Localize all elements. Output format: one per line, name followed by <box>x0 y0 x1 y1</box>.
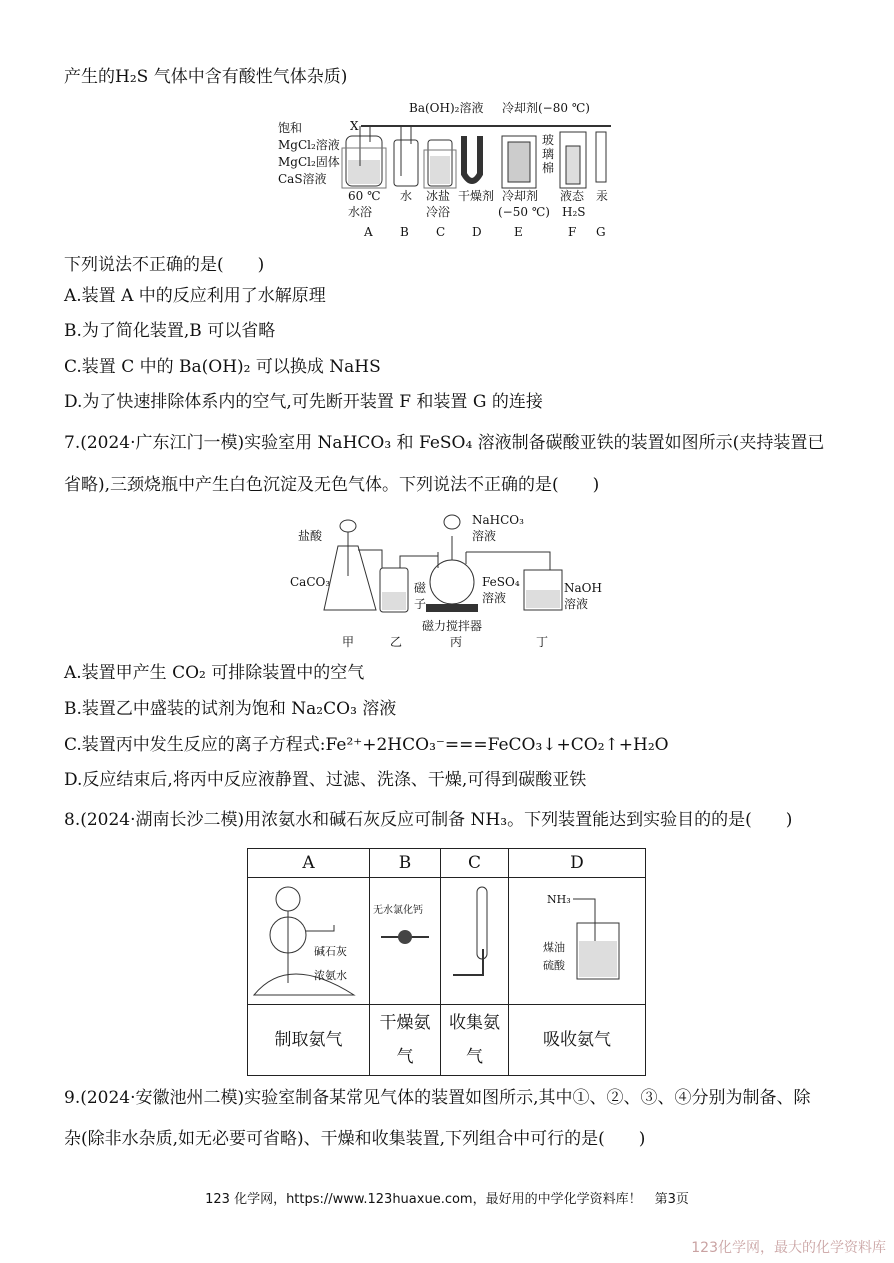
q6-stem: 下列说法不正确的是( ) <box>64 255 265 275</box>
letter-e: E <box>514 225 523 239</box>
q7-option-d: D.反应结束后,将丙中反应液静置、过滤、洗涤、干燥,可得到碳酸亚铁 <box>64 770 587 790</box>
label-coolant: 冷却剂 <box>502 189 539 203</box>
inverted-tube-illustration <box>443 879 507 999</box>
page-footer: 123 化学网，https://www.123huaxue.com，最好用的中学化学资料库！ 第3页 <box>205 1192 689 1207</box>
label-ice-salt: 冰盐 <box>426 189 451 203</box>
label-baoh2: Ba(OH)₂溶液 <box>409 101 484 115</box>
label-sulfuric-acid: 硫酸 <box>543 958 565 972</box>
label-glass-2: 璃 <box>542 147 555 161</box>
label-coolant-top: 冷却剂(−80 ℃) <box>502 101 590 115</box>
purpose-c: 收集氨 气 <box>441 1005 509 1076</box>
cell-b-image <box>370 878 441 1005</box>
q7-option-c: C.装置丙中发生反应的离子方程式:Fe²⁺+2HCO₃⁻===FeCO₃↓+CO₂↑+H₂O <box>64 735 669 755</box>
label-mercury: 汞 <box>596 189 609 203</box>
label-feso4: FeSO₄ <box>482 575 520 589</box>
h2s-apparatus-figure <box>276 96 626 242</box>
label-nahco3: NaHCO₃ <box>472 513 524 527</box>
label-60c: 60 ℃ <box>348 189 381 203</box>
purpose-a: 制取氨气 <box>248 1005 370 1076</box>
label-glass-1: 玻 <box>542 133 555 147</box>
q6-option-b: B.为了简化装置,B 可以省略 <box>64 321 276 341</box>
label-caco3: CaCO₃ <box>290 575 331 589</box>
label-liquid: 液态 <box>560 189 585 203</box>
label-hcl: 盐酸 <box>298 529 323 543</box>
label-cas-solution: CaS溶液 <box>278 172 327 186</box>
label-bing: 丙 <box>450 635 463 649</box>
label-yi: 乙 <box>390 635 403 649</box>
label-nh3: NH₃ <box>547 892 571 906</box>
intro-line: 产生的H₂S 气体中含有酸性气体杂质) <box>64 67 348 87</box>
label-ding: 丁 <box>536 635 549 649</box>
letter-g: G <box>596 225 606 239</box>
label-feso4-sol: 溶液 <box>482 591 507 605</box>
label-magnetic-stirrer: 磁力搅拌器 <box>422 619 483 633</box>
label-naoh: NaOH <box>564 581 602 595</box>
header-a: A <box>248 849 370 878</box>
letter-b: B <box>400 225 409 239</box>
q8-table <box>247 848 646 1076</box>
cell-d-image <box>509 878 646 1005</box>
label-mgcl2-solution: MgCl₂溶液 <box>278 138 340 152</box>
letter-d: D <box>472 225 482 239</box>
header-d: D <box>509 849 646 878</box>
q6-option-a: A.装置 A 中的反应利用了水解原理 <box>64 286 326 306</box>
cell-c-image <box>441 878 509 1005</box>
cell-a-image <box>248 878 370 1005</box>
q9-stem-line2: 杂(除非水杂质,如无必要可省略)、干燥和收集装置,下列组合中可行的是( ) <box>64 1129 646 1149</box>
label-water-bath: 水浴 <box>348 205 373 219</box>
label-stir-1: 磁 <box>414 581 427 595</box>
label-minus50: (−50 ℃) <box>498 205 550 219</box>
label-nahco3-sol: 溶液 <box>472 529 497 543</box>
purpose-d: 吸收氨气 <box>509 1005 646 1076</box>
feco3-apparatus-figure <box>288 506 608 652</box>
label-cold-bath: 冷浴 <box>426 205 451 219</box>
purpose-b: 干燥氨 气 <box>370 1005 441 1076</box>
label-naoh-sol: 溶液 <box>564 597 589 611</box>
label-h2s: H₂S <box>562 205 586 219</box>
letter-f: F <box>568 225 577 239</box>
drying-tube-illustration <box>371 879 439 999</box>
absorption-beaker-illustration <box>511 879 643 999</box>
watermark: 123化学网，最大的化学资料库 <box>691 1240 886 1256</box>
q9-stem-line1: 9.(2024·安徽池州二模)实验室制备某常见气体的装置如图所示,其中①、②、③、④分别为制备、除 <box>64 1088 811 1108</box>
q7-option-a: A.装置甲产生 CO₂ 可排除装置中的空气 <box>64 663 365 683</box>
label-anhydrous-cacl2: 无水氯化钙 <box>373 904 423 916</box>
label-x: X <box>350 119 359 133</box>
label-soda-lime: 碱石灰 <box>313 944 347 958</box>
label-stir-2: 子 <box>414 597 427 611</box>
q6-option-d: D.为了快速排除体系内的空气,可先断开装置 F 和装置 G 的连接 <box>64 392 543 412</box>
q7-stem-line2: 省略),三颈烧瓶中产生白色沉淀及无色气体。下列说法不正确的是( ) <box>64 475 600 495</box>
label-desiccant: 干燥剂 <box>458 189 495 203</box>
label-glass-3: 棉 <box>542 161 555 175</box>
label-kerosene: 煤油 <box>543 940 565 954</box>
letter-a: A <box>364 225 373 239</box>
label-mgcl2-solid: MgCl₂固体 <box>278 155 340 169</box>
label-water: 水 <box>400 189 413 203</box>
label-conc-ammonia: 浓氨水 <box>313 968 347 982</box>
header-b: B <box>370 849 441 878</box>
q7-option-b: B.装置乙中盛装的试剂为饱和 Na₂CO₃ 溶液 <box>64 699 397 719</box>
header-c: C <box>441 849 509 878</box>
q6-option-c: C.装置 C 中的 Ba(OH)₂ 可以换成 NaHS <box>64 357 381 377</box>
letter-c: C <box>436 225 446 239</box>
label-saturated: 饱和 <box>278 121 303 135</box>
q8-stem: 8.(2024·湖南长沙二模)用浓氨水和碱石灰反应可制备 NH₃。下列装置能达到实验目的的是( ) <box>64 810 793 830</box>
label-jia: 甲 <box>342 635 355 649</box>
q7-stem-line1: 7.(2024·广东江门一模)实验室用 NaHCO₃ 和 FeSO₄ 溶液制备碳酸亚铁的装置如图所示(夹持装置已 <box>64 433 825 453</box>
kipp-generator-illustration <box>250 879 368 999</box>
